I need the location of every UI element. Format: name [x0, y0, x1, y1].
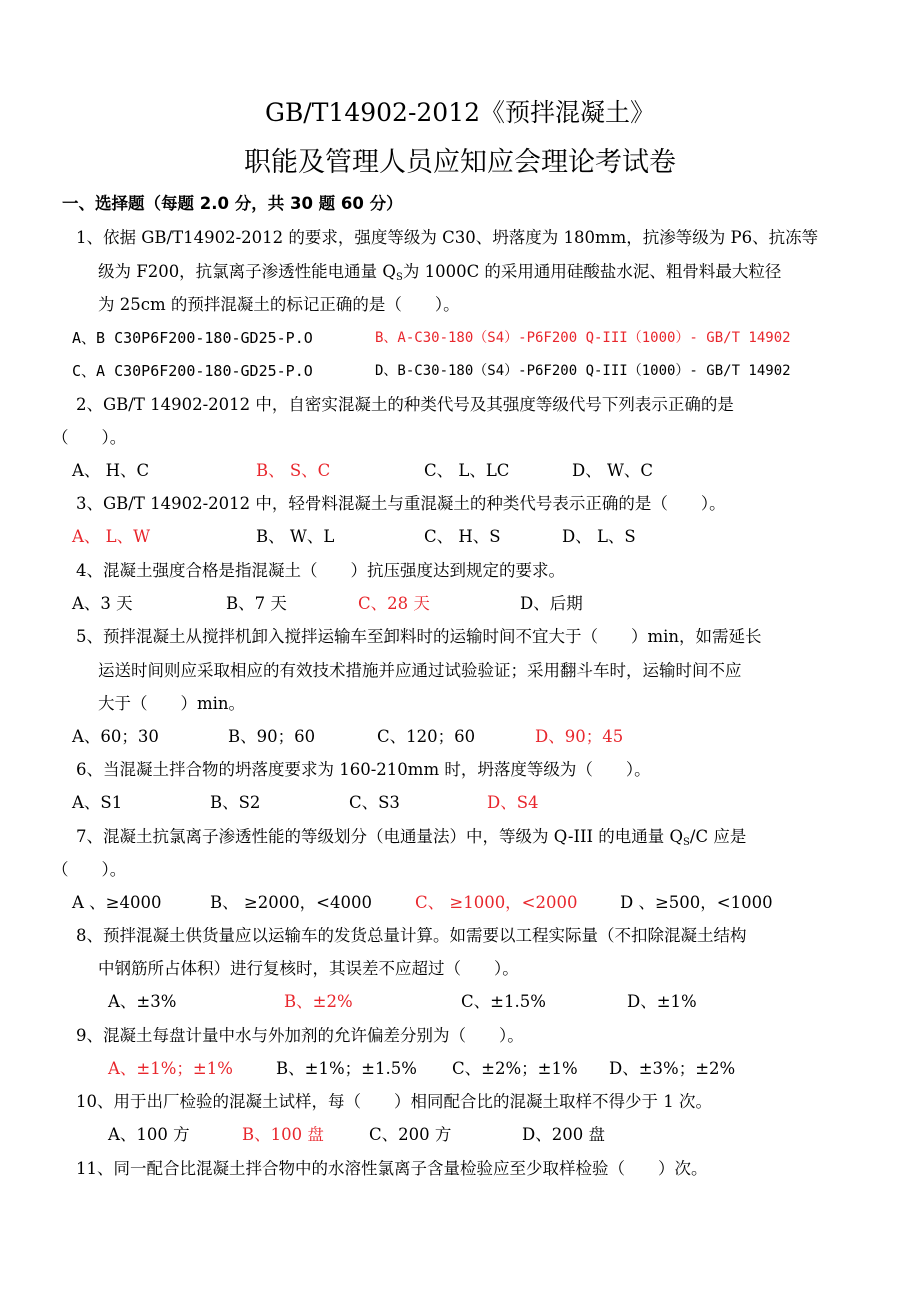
question-text: （ ）。	[52, 860, 127, 879]
option-b[interactable]: B、 W、L	[256, 527, 335, 546]
option-d[interactable]: D、B-C30-180（S4）-P6F200 Q-III（1000）- GB/T 14902	[375, 363, 791, 379]
option-c[interactable]: C、 L、LC	[424, 461, 510, 480]
option-b[interactable]: B、±1%；±1.5%	[276, 1059, 417, 1078]
option-d[interactable]: D、±3%；±2%	[609, 1059, 736, 1078]
title-line-1: GB/T14902-2012《预拌混凝土》	[264, 98, 656, 127]
option-d[interactable]: D、 W、C	[572, 461, 654, 480]
question-text: 10、用于出厂检验的混凝土试样，每（ ）相同配合比的混凝土取样不得少于 1 次。	[76, 1092, 712, 1111]
option-d[interactable]: D、200 盘	[522, 1125, 605, 1144]
question-text: 大于（ ）min。	[98, 694, 246, 713]
option-a[interactable]: A 、≥4000	[72, 893, 162, 912]
option-c-answer[interactable]: C、28 天	[358, 594, 430, 613]
option-c[interactable]: C、200 方	[369, 1125, 452, 1144]
question-text: 为 25cm 的预拌混凝土的标记正确的是（ ）。	[98, 295, 460, 314]
section-heading: 一、选择题（每题 2.0 分，共 30 题 60 分）	[62, 194, 403, 213]
option-d[interactable]: D、 L、S	[562, 527, 636, 546]
question-text: 1、依据 GB/T14902-2012 的要求，强度等级为 C30、坍落度为 180mm，抗渗等级为 P6、抗冻等	[76, 228, 819, 247]
option-b[interactable]: B、90；60	[228, 727, 316, 746]
title-line-2: 职能及管理人员应知应会理论考试卷	[244, 147, 676, 178]
option-b-answer[interactable]: B、 S、C	[256, 461, 331, 480]
question-text: 11、同一配合比混凝土拌合物中的水溶性氯离子含量检验应至少取样检验（ ）次。	[76, 1159, 708, 1178]
option-d-answer[interactable]: D、90；45	[535, 727, 624, 746]
option-a[interactable]: A、 H、C	[72, 461, 150, 480]
option-c-answer[interactable]: C、 ≥1000，<2000	[415, 893, 578, 912]
option-b[interactable]: B、7 天	[226, 594, 287, 613]
option-d-answer[interactable]: D、S4	[487, 793, 539, 812]
option-a[interactable]: A、S1	[72, 793, 123, 812]
option-c[interactable]: C、A C30P6F200-180-GD25-P.O	[72, 362, 313, 380]
option-a[interactable]: A、B C30P6F200-180-GD25-P.O	[72, 329, 313, 347]
option-d[interactable]: D 、≥500，<1000	[620, 893, 773, 912]
option-d[interactable]: D、±1%	[627, 992, 697, 1011]
question-text: 2、GB/T 14902-2012 中，自密实混凝土的种类代号及其强度等级代号下列表示正确的是	[76, 395, 734, 414]
option-a-answer[interactable]: A、±1%；±1%	[108, 1059, 233, 1078]
question-text: 3、GB/T 14902-2012 中，轻骨料混凝土与重混凝土的种类代号表示正确的是（ ）。	[76, 494, 726, 513]
question-text: 7、混凝土抗氯离子渗透性能的等级划分（电通量法）中，等级为 Q-III 的电通量 $Q_S/C$ 应是	[76, 827, 747, 848]
option-a[interactable]: A、60；30	[72, 727, 159, 746]
option-b[interactable]: B、S2	[210, 793, 261, 812]
option-a-answer[interactable]: A、 L、W	[72, 527, 151, 546]
question-text: 5、预拌混凝土从搅拌机卸入搅拌运输车至卸料时的运输时间不宜大于（ ）min，如需延长	[76, 627, 762, 646]
question-text: （ ）。	[52, 428, 127, 447]
option-c[interactable]: C、±2%；±1%	[452, 1059, 578, 1078]
option-c[interactable]: C、120；60	[377, 727, 476, 746]
question-text: 4、混凝土强度合格是指混凝土（ ）抗压强度达到规定的要求。	[76, 561, 565, 580]
question-text: 6、当混凝土拌合物的坍落度要求为 160-210mm 时，坍落度等级为（ ）。	[76, 760, 651, 779]
question-text: 8、预拌混凝土供货量应以运输车的发货总量计算。如需要以工程实际量（不扣除混凝土结构	[76, 926, 747, 945]
option-b-answer[interactable]: B、A-C30-180（S4）-P6F200 Q-III（1000）- GB/T 14902	[375, 330, 791, 346]
question-text: 9、混凝土每盘计量中水与外加剂的允许偏差分别为（ ）。	[76, 1026, 524, 1045]
question-text: 级为 F200，抗氯离子渗透性能电通量 $Q_S$为 1000C 的采用通用硅酸盐水泥、粗骨料最大粒径	[98, 262, 782, 283]
option-b-answer[interactable]: B、±2%	[284, 992, 353, 1011]
option-b-answer[interactable]: B、100 盘	[242, 1125, 324, 1144]
option-b[interactable]: B、 ≥2000，<4000	[210, 893, 373, 912]
option-a[interactable]: A、3 天	[72, 594, 133, 613]
option-c[interactable]: C、±1.5%	[461, 992, 546, 1011]
question-text: 运送时间则应采取相应的有效技术措施并应通过试验验证；采用翻斗车时，运输时间不应	[98, 661, 742, 680]
question-text: 中钢筋所占体积）进行复核时，其误差不应超过（ ）。	[98, 959, 519, 978]
option-c[interactable]: C、S3	[349, 793, 400, 812]
option-d[interactable]: D、后期	[520, 594, 583, 613]
option-a[interactable]: A、±3%	[108, 992, 177, 1011]
option-c[interactable]: C、 H、S	[424, 527, 501, 546]
option-a[interactable]: A、100 方	[108, 1125, 190, 1144]
